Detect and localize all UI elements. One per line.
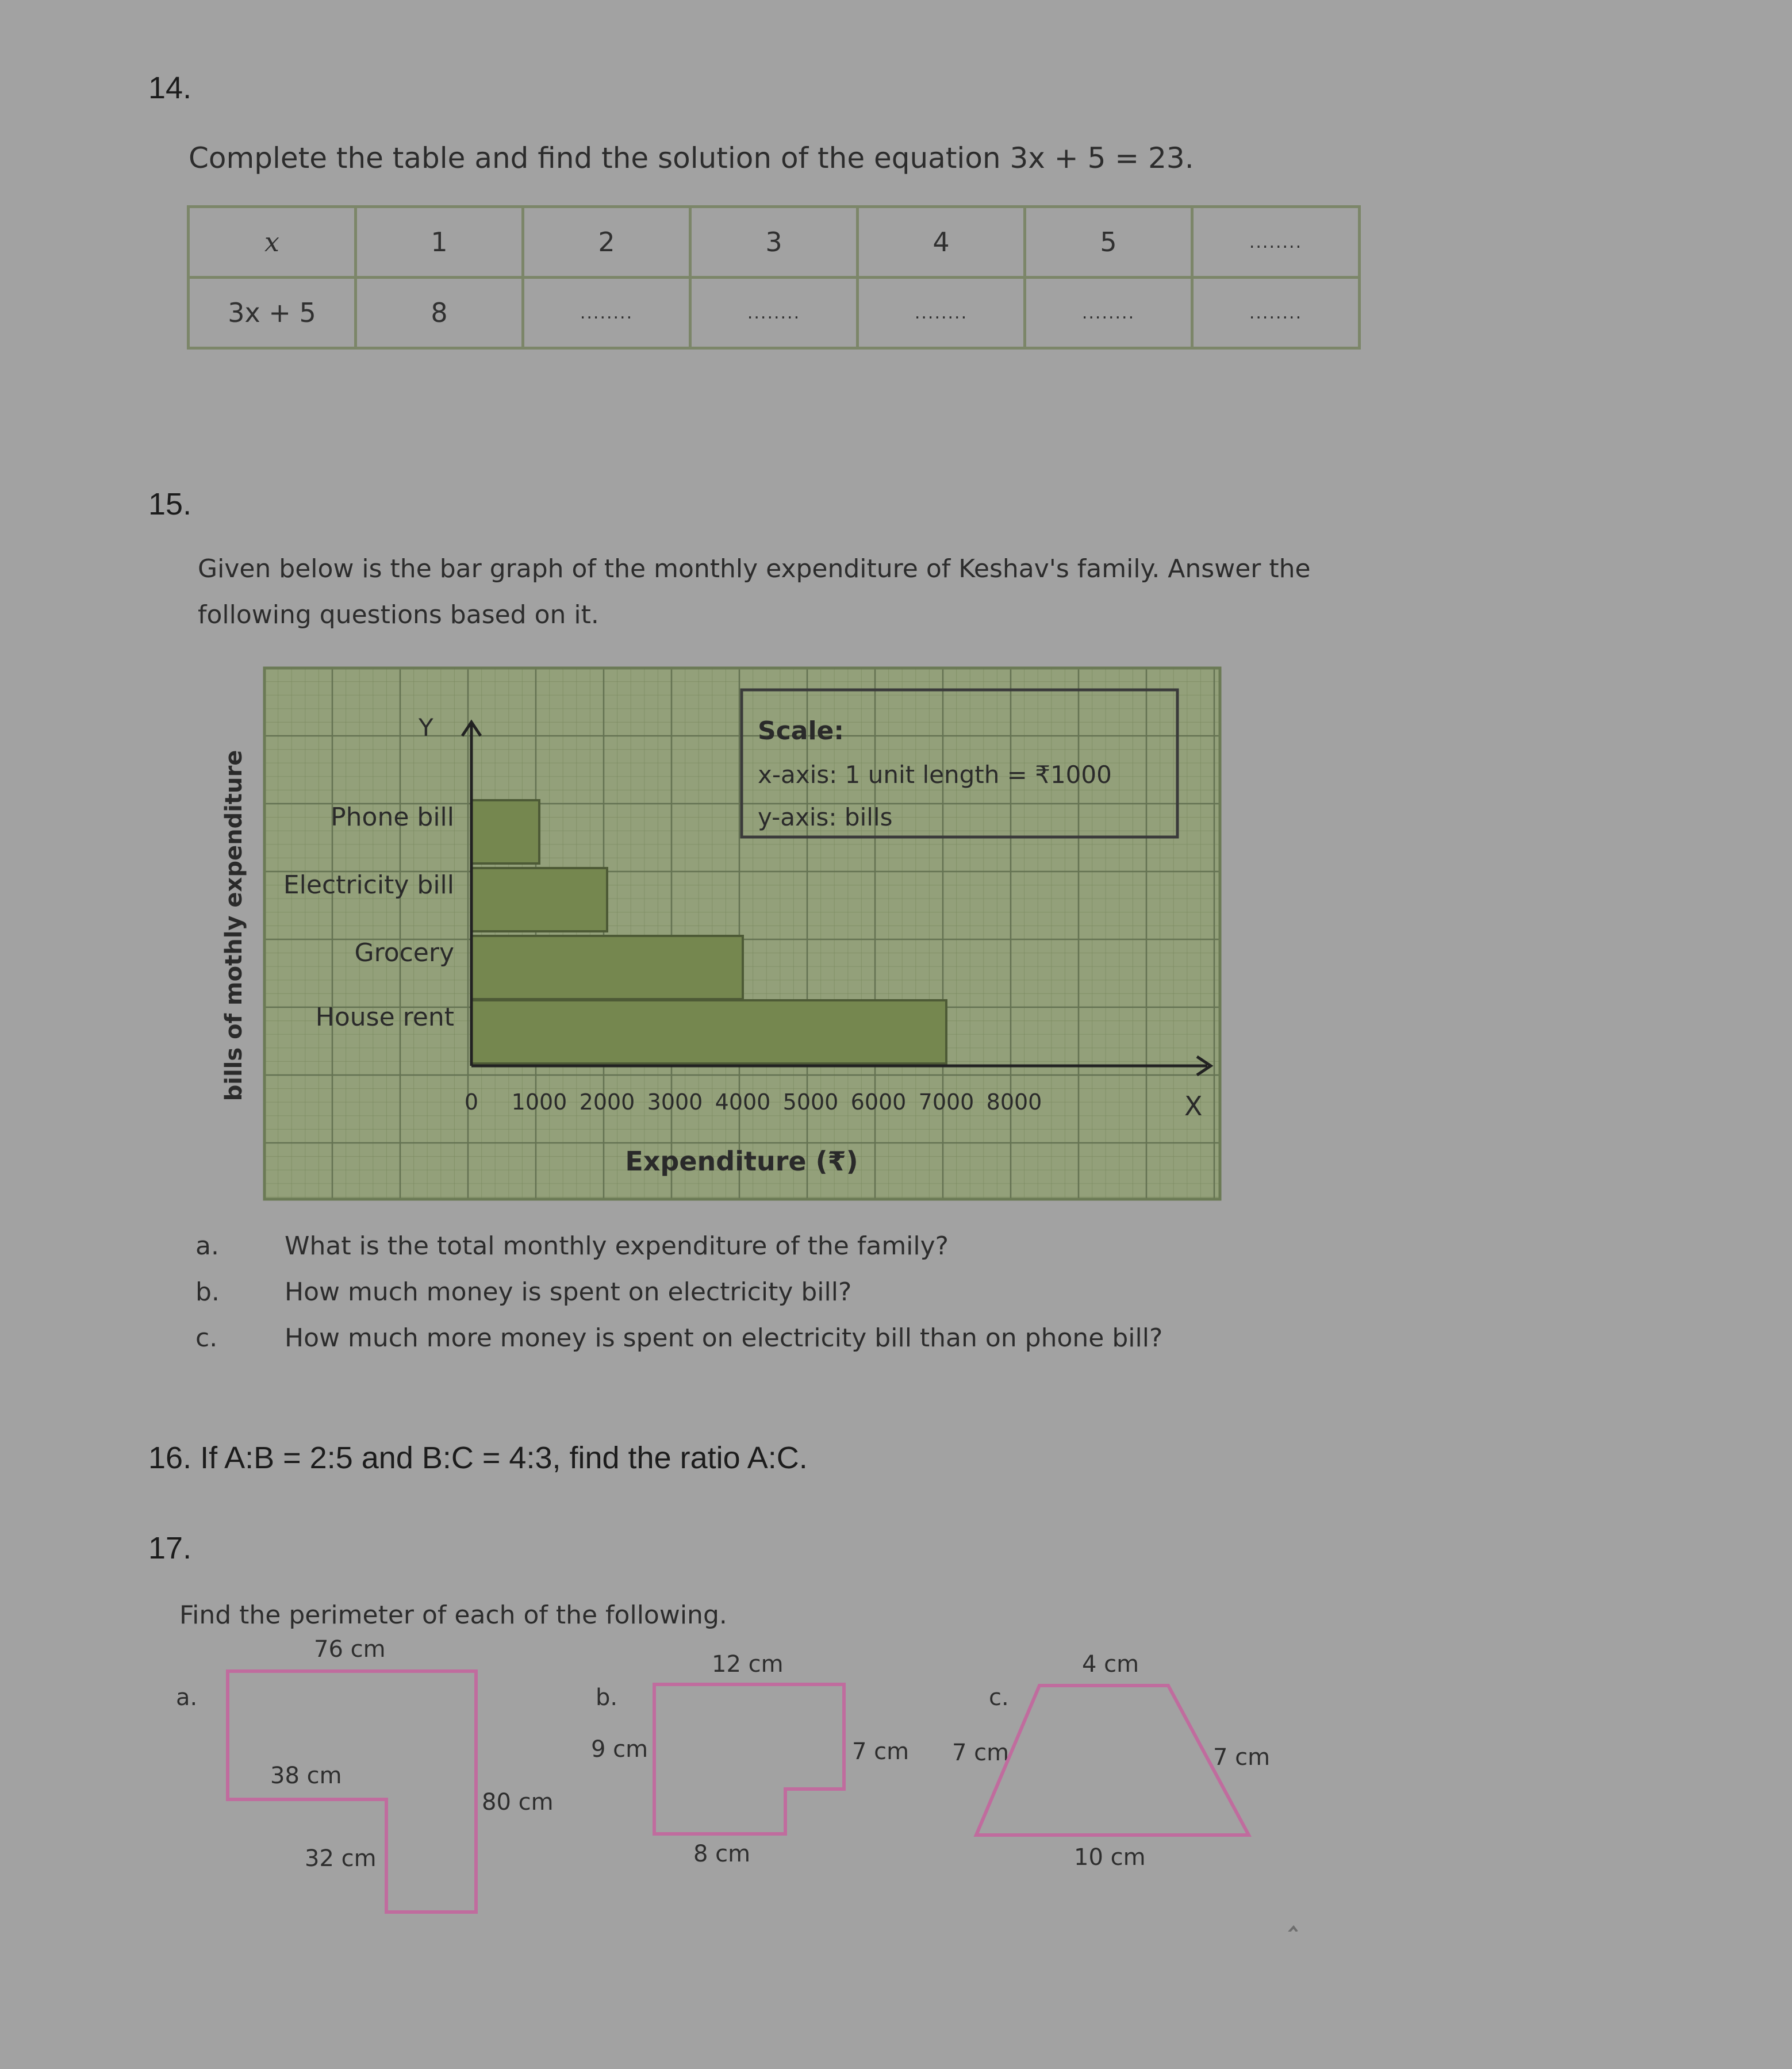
- list-item: [195, 1231, 1345, 1277]
- question-16: 16. If A:B = 2:5 and B:C = 4:3, find the ratio A:C.: [148, 1441, 808, 1475]
- perimeter-figures: [0, 1656, 1792, 1932]
- subquestion-text: How much more money is spent on electricity bill than on phone bill?: [285, 1323, 1163, 1353]
- bar-phone-bill: [471, 800, 539, 863]
- y-axis-title: bills of mothly expenditure: [221, 750, 247, 1101]
- list-item: [195, 1277, 1345, 1323]
- x-tick-label: 6000: [850, 1089, 907, 1115]
- table-cell: 2: [523, 207, 690, 278]
- x-tick-label: 4000: [715, 1089, 771, 1115]
- x-tick-label: 8000: [986, 1089, 1042, 1115]
- table-cell: 5: [1025, 207, 1192, 278]
- subquestion-label: c.: [195, 1323, 218, 1353]
- category-label: Electricity bill: [283, 870, 454, 900]
- subquestion-text: How much money is spent on electricity bill?: [285, 1277, 852, 1307]
- figure-c-label: c.: [989, 1684, 1009, 1711]
- y-axis-letter: Y: [419, 713, 433, 742]
- figure-a-bottom-length: 32 cm: [305, 1845, 377, 1872]
- table-cell: 3: [690, 207, 858, 278]
- x-axis-title: Expenditure (₹): [625, 1146, 858, 1177]
- question-15-prompt-line-1: Given below is the bar graph of the monthly expenditure of Keshav's family. Answer the: [198, 554, 1311, 584]
- figure-b-top-length: 12 cm: [712, 1651, 784, 1678]
- question-17-number: 17.: [148, 1531, 192, 1565]
- subquestion-label: a.: [195, 1231, 219, 1261]
- category-label: Phone bill: [331, 803, 454, 832]
- subquestion-label: b.: [195, 1277, 220, 1307]
- bar-grocery: [471, 936, 743, 999]
- bar-house-rent: [471, 1000, 946, 1064]
- x-tick-label: 1000: [511, 1089, 567, 1115]
- x-tick-label: 3000: [647, 1089, 703, 1115]
- x-axis-letter: X: [1184, 1091, 1203, 1122]
- table-cell: ........: [690, 278, 858, 348]
- table-cell: ........: [1192, 207, 1360, 278]
- figure-a-label: a.: [176, 1684, 198, 1711]
- table-cell: x: [189, 207, 356, 278]
- table-cell: ........: [1025, 278, 1192, 348]
- question-15-number: 15.: [148, 487, 192, 521]
- table-cell: ........: [858, 278, 1025, 348]
- figure-a-top-length: 76 cm: [314, 1636, 386, 1663]
- question-14-prompt: Complete the table and find the solution of the equation 3x + 5 = 23.: [189, 141, 1194, 175]
- question-17-prompt: Find the perimeter of each of the following.: [179, 1600, 727, 1630]
- bar-electricity-bill: [471, 868, 607, 931]
- table-cell: 8: [356, 278, 523, 348]
- expenditure-bar-chart: [213, 655, 1242, 1219]
- figure-a-right-length: 80 cm: [482, 1789, 554, 1815]
- figure-b-bottom-length: 8 cm: [693, 1841, 751, 1867]
- x-tick-label: 0: [464, 1089, 479, 1115]
- x-tick-label: 5000: [782, 1089, 839, 1115]
- table-cell: 1: [356, 207, 523, 278]
- figure-c-bottom-length: 10 cm: [1074, 1844, 1146, 1871]
- figure-b-shape: [654, 1684, 844, 1834]
- figure-c-right-length: 7 cm: [1213, 1744, 1271, 1771]
- question-14-number: 14.: [148, 71, 192, 105]
- scale-box-x-axis: x-axis: 1 unit length = ₹1000: [758, 761, 1112, 789]
- table-cell: ........: [1192, 278, 1360, 348]
- category-label: House rent: [315, 1003, 454, 1032]
- question-15-prompt-line-2: following questions based on it.: [198, 600, 599, 629]
- category-label: Grocery: [354, 938, 454, 968]
- scale-box-y-axis: y-axis: bills: [758, 803, 893, 831]
- x-tick-label: 2000: [579, 1089, 635, 1115]
- table-row: [189, 278, 1360, 348]
- figure-c-shape: [976, 1686, 1249, 1835]
- table-row: [189, 207, 1360, 278]
- table-cell: ........: [523, 278, 690, 348]
- scale-box-title: Scale:: [758, 716, 844, 746]
- figure-b-right-length: 7 cm: [852, 1738, 910, 1765]
- subquestion-text: What is the total monthly expenditure of the family?: [285, 1231, 949, 1261]
- table-cell: 4: [858, 207, 1025, 278]
- x-tick-label: 7000: [918, 1089, 974, 1115]
- figure-a-shape: [228, 1671, 476, 1912]
- figure-b-left-length: 9 cm: [591, 1736, 649, 1763]
- figure-c-top-length: 4 cm: [1082, 1651, 1139, 1678]
- equation-table: [187, 205, 1361, 350]
- figure-c-left-length: 7 cm: [952, 1740, 1010, 1766]
- question-15-prompt: [198, 546, 1311, 638]
- figure-b-label: b.: [596, 1684, 618, 1711]
- list-item: [195, 1323, 1345, 1369]
- table-cell: 3x + 5: [189, 278, 356, 348]
- question-15-subquestions: [195, 1231, 1345, 1369]
- figure-a-left-length: 38 cm: [270, 1763, 342, 1789]
- pencil-mark: [1283, 1927, 1297, 1932]
